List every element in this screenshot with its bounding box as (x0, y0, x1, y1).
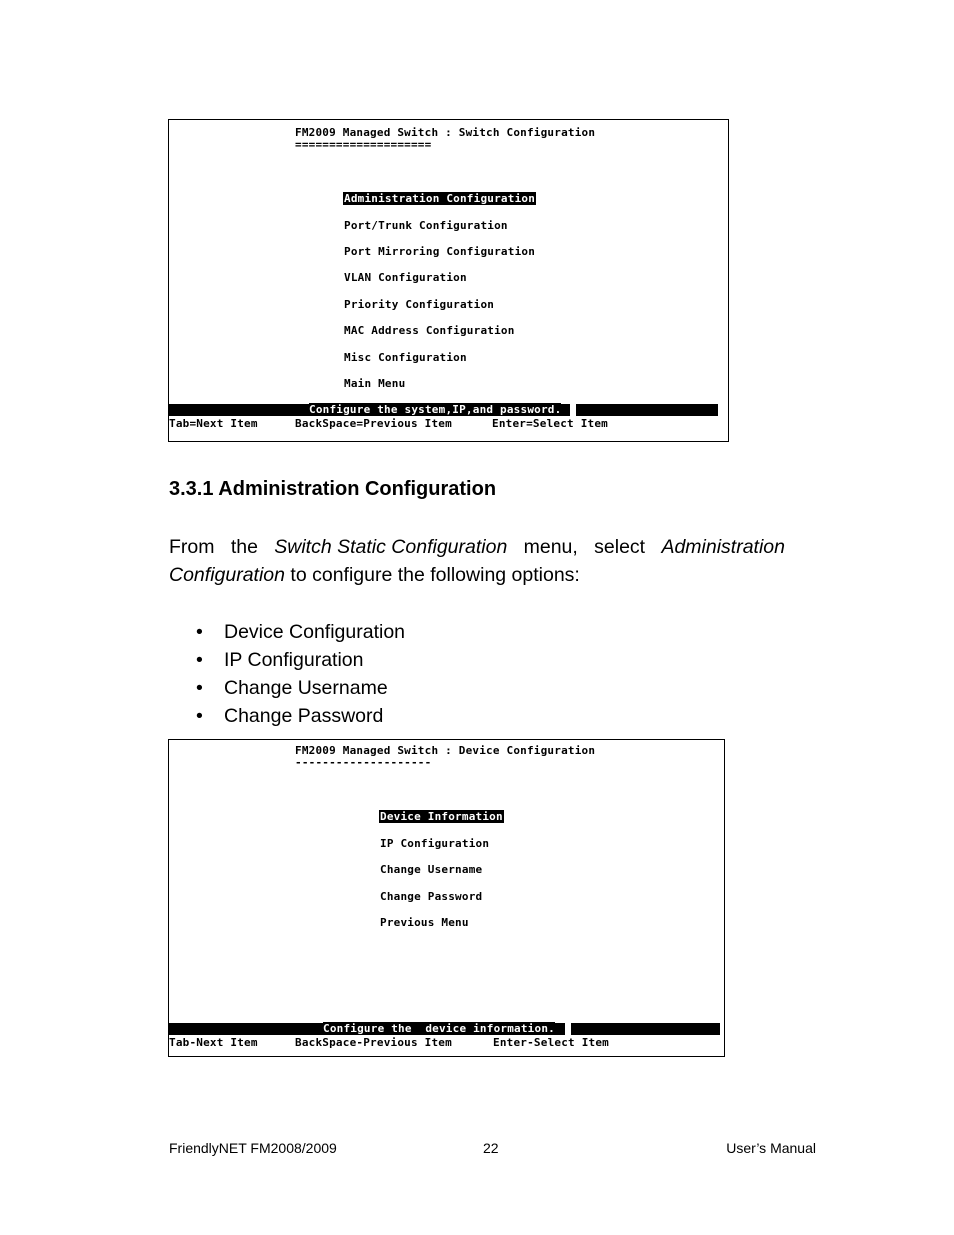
bullet-icon: • (196, 677, 203, 699)
status-message: Configure the system,IP,and password. (309, 403, 562, 416)
option-reference-cont: Configuration (169, 564, 285, 586)
menu-item-ip-configuration[interactable]: IP Configuration (380, 837, 490, 850)
menu-item-change-username[interactable]: Change Username (380, 863, 483, 876)
bullet-icon: • (196, 649, 203, 671)
options-list (196, 618, 405, 730)
status-bar-gap (570, 404, 576, 416)
status-bar-gap (565, 1023, 571, 1035)
menu-item-device-information[interactable]: Device Information (380, 810, 503, 823)
para-rest: to configure the following options: (285, 564, 580, 586)
bullet-icon: • (196, 705, 203, 727)
hint-select-item: Enter=Select Item (492, 417, 608, 430)
menu-item-priority-configuration[interactable]: Priority Configuration (344, 298, 495, 311)
menu-item-misc-configuration[interactable]: Misc Configuration (344, 351, 467, 364)
terminal-title: FM2009 Managed Switch : Switch Configuration (295, 126, 596, 139)
menu-item-main-menu[interactable]: Main Menu (344, 377, 406, 390)
device-config-screenshot (168, 739, 725, 1057)
menu-item-change-password[interactable]: Change Password (380, 890, 483, 903)
list-item (196, 646, 405, 674)
section-heading: 3.3.1 Administration Configuration (169, 478, 497, 500)
list-item-label: IP Configuration (224, 649, 364, 671)
menu-reference: Switch Static Configuration (274, 536, 508, 558)
hint-select-item: Enter-Select Item (493, 1036, 609, 1049)
para-word: select (594, 536, 646, 558)
footer-product: FriendlyNET FM2008/2009 (169, 1140, 337, 1156)
footer-manual: User’s Manual (726, 1140, 816, 1156)
intro-paragraph (169, 533, 785, 589)
list-item-label: Change Password (224, 705, 384, 727)
list-item (196, 674, 405, 702)
option-reference: Administration (661, 536, 785, 558)
hint-previous-item: BackSpace=Previous Item (295, 417, 452, 430)
bullet-icon: • (196, 621, 203, 643)
menu-item-previous-menu[interactable]: Previous Menu (380, 916, 469, 929)
terminal-title-underline: ==================== (295, 138, 432, 151)
page-number: 22 (483, 1140, 499, 1156)
switch-config-screenshot (168, 119, 729, 442)
list-item (196, 618, 405, 646)
list-item-label: Device Configuration (224, 621, 406, 643)
terminal-title-underline: -------------------- (295, 756, 432, 769)
menu-item-port-trunk-configuration[interactable]: Port/Trunk Configuration (344, 219, 508, 232)
hint-next-item: Tab-Next Item (169, 1036, 258, 1049)
list-item-label: Change Username (224, 677, 388, 699)
list-item (196, 702, 405, 730)
hint-previous-item: BackSpace-Previous Item (295, 1036, 452, 1049)
menu-item-mac-address-configuration[interactable]: MAC Address Configuration (344, 324, 515, 337)
menu-item-administration-configuration[interactable]: Administration Configuration (344, 192, 536, 205)
menu-item-port-mirroring-configuration[interactable]: Port Mirroring Configuration (344, 245, 536, 258)
terminal-title: FM2009 Managed Switch : Device Configuration (295, 744, 596, 757)
para-word: the (230, 536, 258, 558)
menu-item-vlan-configuration[interactable]: VLAN Configuration (344, 271, 467, 284)
hint-next-item: Tab=Next Item (169, 417, 258, 430)
para-word: menu, (523, 536, 578, 558)
para-word: From (169, 536, 215, 558)
status-message: Configure the device information. (323, 1022, 555, 1035)
